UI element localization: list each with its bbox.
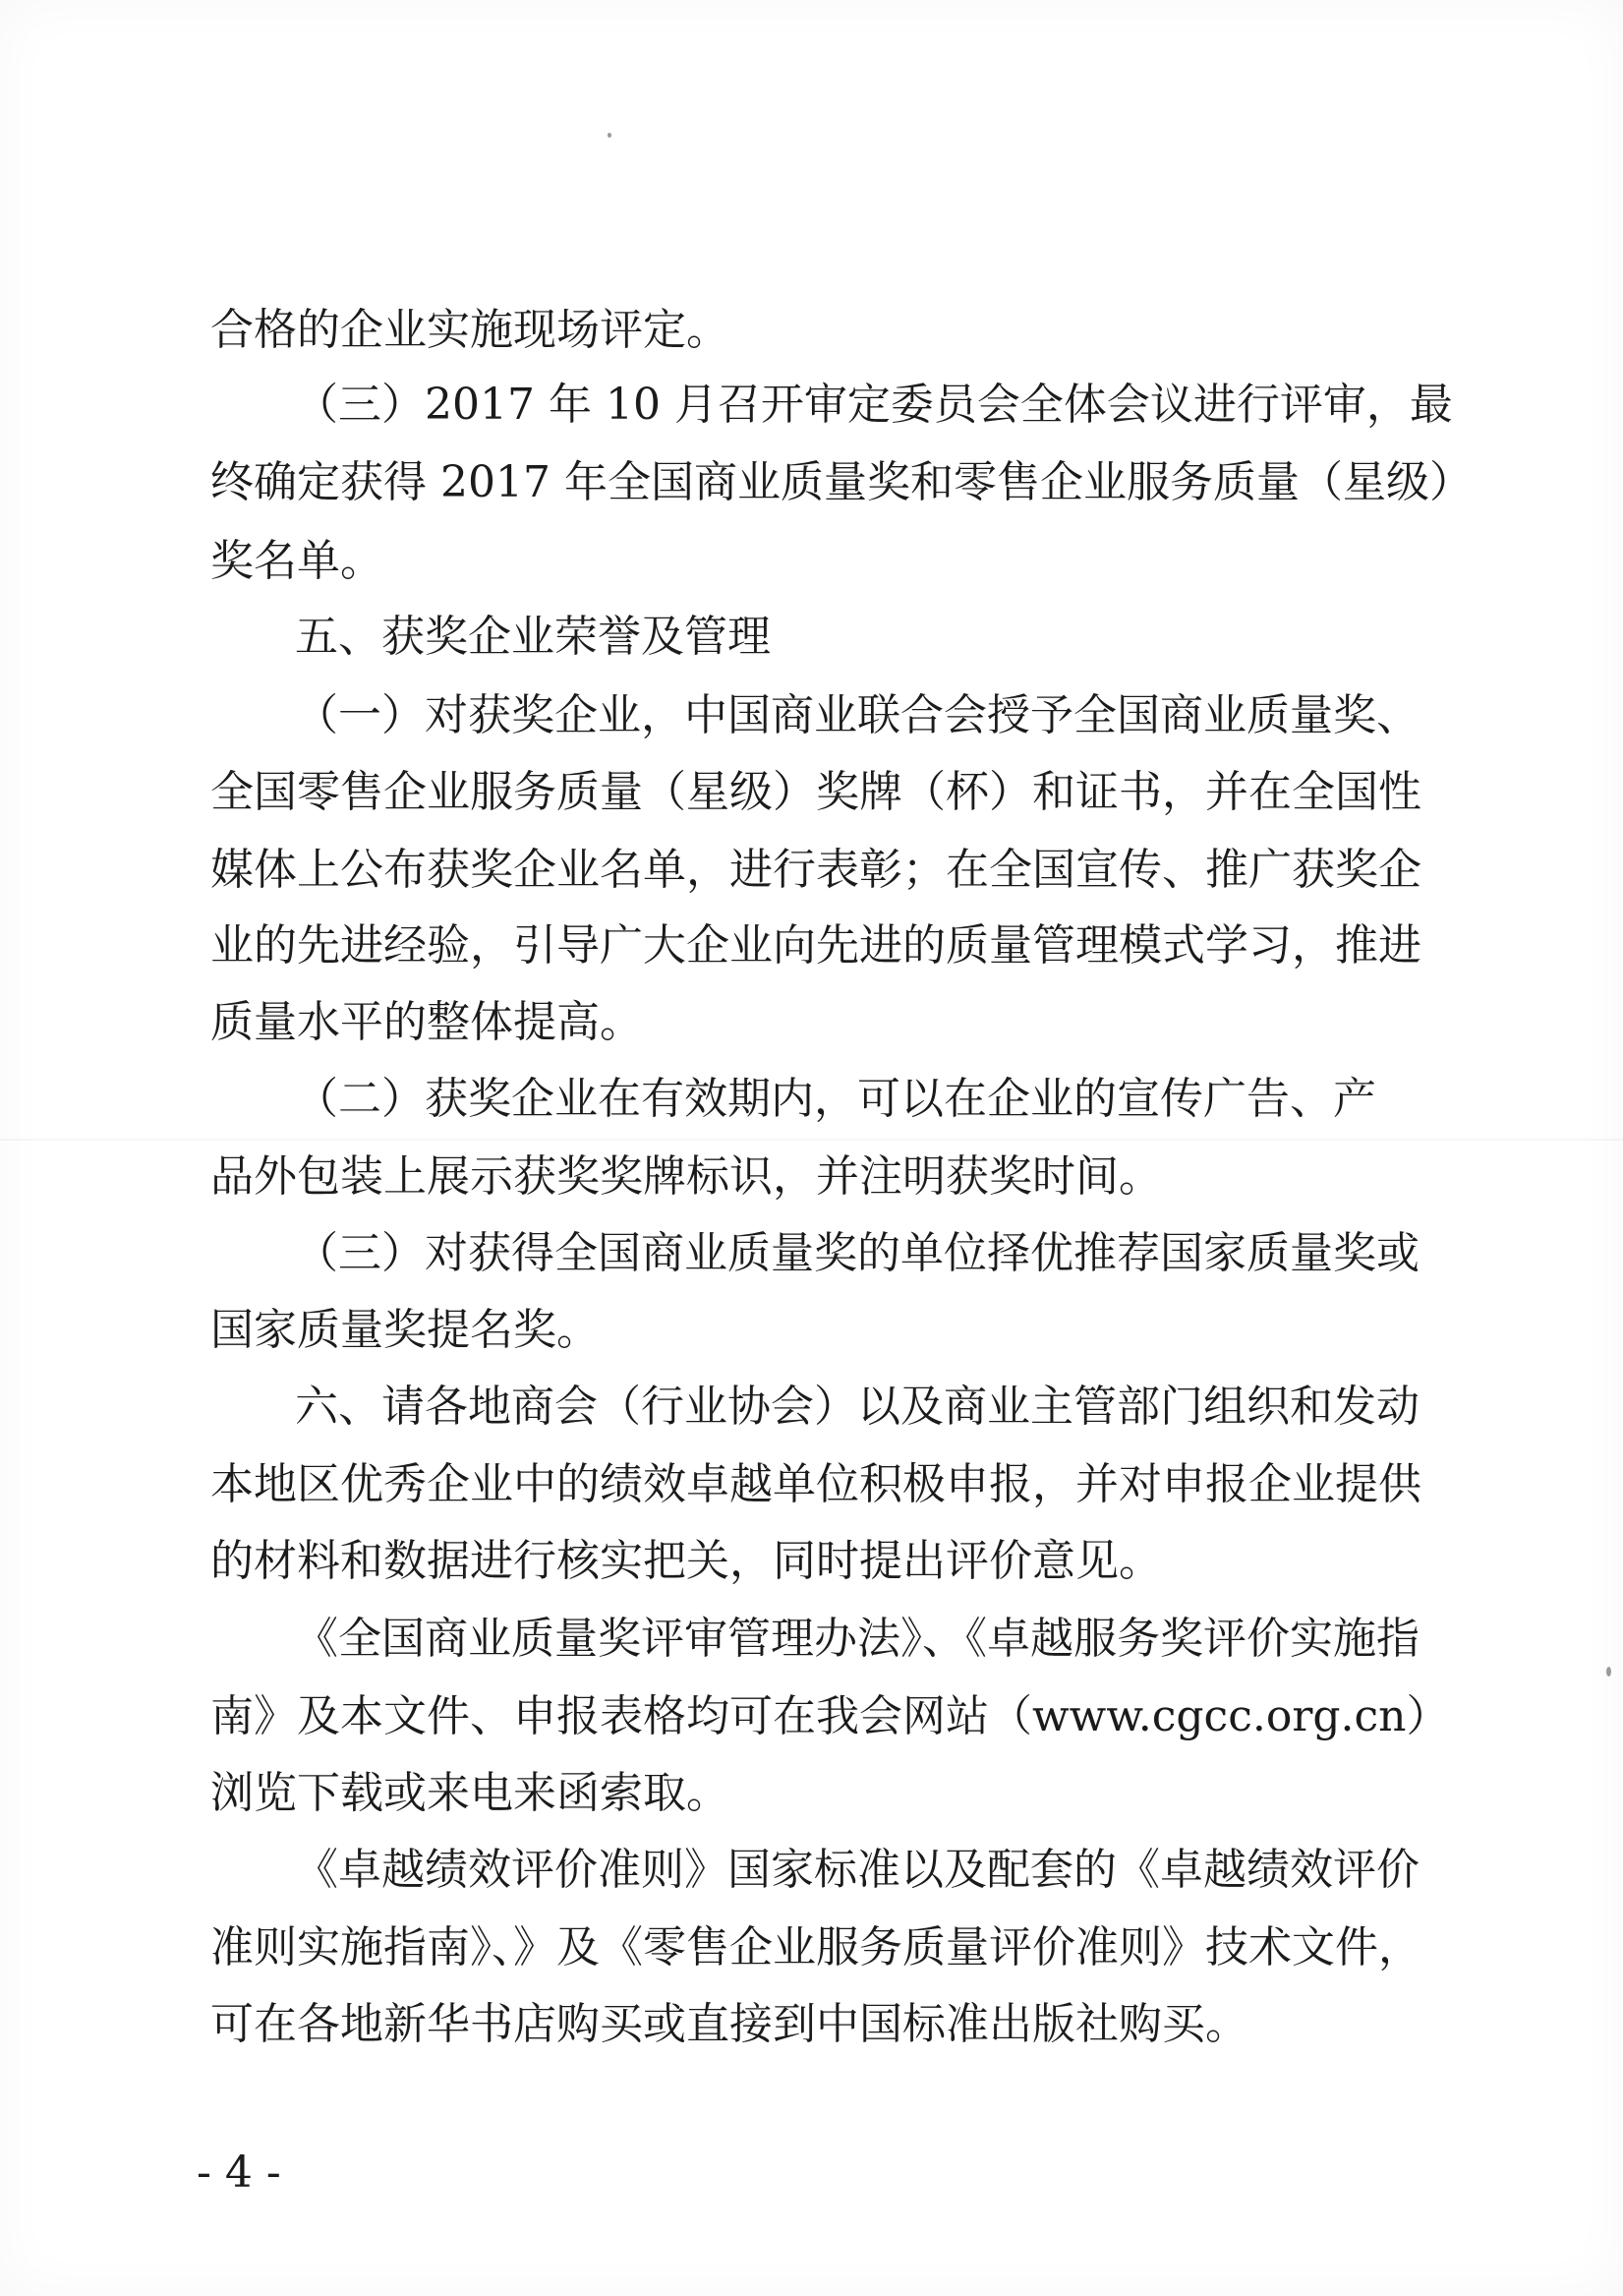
body-line-21: 《卓越绩效评价准则》国家标准以及配套的《卓越绩效评价 — [295, 1845, 1420, 1895]
body-line-3: 终确定获得 2017 年全国商业质量奖和零售企业服务质量（星级） — [210, 457, 1473, 507]
body-line-23: 可在各地新华书店购买或直接到中国标准出版社购买。 — [210, 1999, 1248, 2049]
body-line-14: 国家质量奖提名奖。 — [210, 1305, 600, 1355]
body-line-7: 全国零售企业服务质量（星级）奖牌（杯）和证书，并在全国性 — [210, 767, 1421, 817]
section-heading-5: 五、获奖企业荣誉及管理 — [295, 612, 771, 662]
body-line-19: 南》及本文件、申报表格均可在我会网站（www.cgcc.org.cn） — [210, 1691, 1450, 1741]
body-line-1: 合格的企业实施现场评定。 — [210, 305, 729, 355]
body-line-11: （二）获奖企业在有效期内，可以在企业的宣传广告、产 — [295, 1074, 1376, 1124]
section-heading-15: 六、请各地商会（行业协会）以及商业主管部门组织和发动 — [295, 1382, 1420, 1432]
body-line-4: 奖名单。 — [210, 536, 383, 586]
page-number: - 4 - — [197, 2148, 281, 2198]
body-line-13: （三）对获得全国商业质量奖的单位择优推荐国家质量奖或 — [295, 1228, 1420, 1278]
body-line-20: 浏览下载或来电来函索取。 — [210, 1768, 729, 1818]
body-line-22: 准则实施指南》、》及《零售企业服务质量评价准则》技术文件， — [210, 1922, 1421, 1972]
body-line-16: 本地区优秀企业中的绩效卓越单位积极申报，并对申报企业提供 — [210, 1459, 1421, 1509]
body-line-10: 质量水平的整体提高。 — [210, 997, 643, 1047]
body-line-8: 媒体上公布获奖企业名单，进行表彰；在全国宣传、推广获奖企 — [210, 845, 1421, 895]
body-line-18: 《全国商业质量奖评审管理办法》、《卓越服务奖评价实施指 — [295, 1614, 1420, 1664]
scan-fold-line — [0, 1139, 1623, 1141]
body-line-17: 的材料和数据进行核实把关，同时提出评价意见。 — [210, 1536, 1162, 1586]
body-line-2: （三）2017 年 10 月召开审定委员会全体会议进行评审，最 — [295, 380, 1453, 430]
scan-speck — [608, 133, 611, 138]
body-line-9: 业的先进经验，引导广大企业向先进的质量管理模式学习，推进 — [210, 920, 1421, 971]
body-line-6: （一）对获奖企业，中国商业联合会授予全国商业质量奖、 — [295, 690, 1420, 740]
body-line-12: 品外包装上展示获奖奖牌标识，并注明获奖时间。 — [210, 1151, 1162, 1202]
